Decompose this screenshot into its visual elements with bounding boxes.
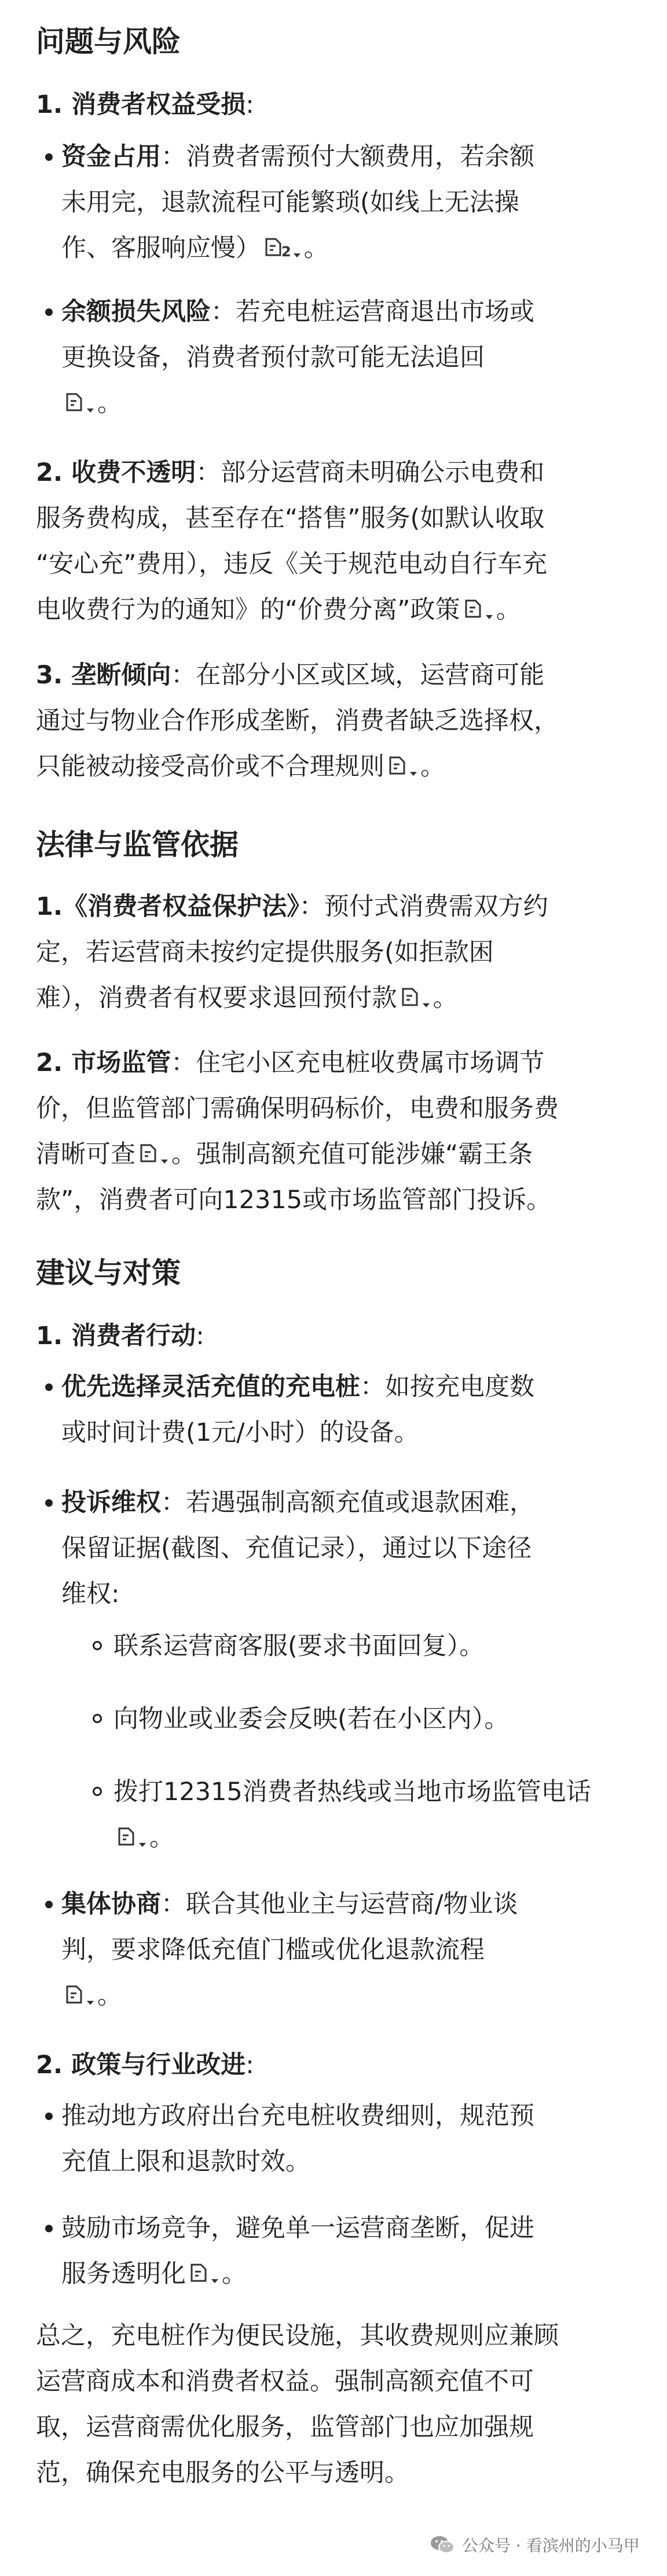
risk-bullet-balance-loss: 余额损失风险：若充电桩运营商退出市场或 更换设备，消费者预付款可能无法追回 。 xyxy=(61,289,617,426)
law-point-1-head: 1.《消费者权益保护法》 xyxy=(36,892,299,921)
law-point-2: 2. 市场监管：住宅小区充电桩收费属市场调节 价，但监管部门需确保明码标价，电费和服务费 清晰可查 。强制高额充值可能涉嫌“霸王条 款”，消费者可向12315或市场监管部门投诉。 xyxy=(36,1048,559,1215)
citation-icon[interactable] xyxy=(387,754,418,777)
section-title-law: 法律与监管依据 xyxy=(36,828,239,862)
citation-icon[interactable] xyxy=(463,597,494,620)
risk-bullet-fund-occupation: 资金占用：消费者需预付大额费用，若余额 未用完，退款流程可能繁琐(如线上无法操 作、客服响应慢） 2 。 xyxy=(61,134,617,271)
advice-point-2: 2. 政策与行业改进: xyxy=(36,2051,254,2080)
bullet-label: 集体协商 xyxy=(61,1890,161,1919)
citation-icon[interactable] xyxy=(64,391,95,414)
section-title-risks: 问题与风险 xyxy=(36,25,181,58)
watermark-text: 公众号 · 看滨州的小马甲 xyxy=(462,2536,640,2555)
risk-point-2-head: 2. 收费不透明 xyxy=(36,458,196,487)
wechat-icon xyxy=(430,2534,455,2555)
bullet-label: 投诉维权 xyxy=(61,1488,161,1517)
citation-icon[interactable] xyxy=(116,1825,147,1848)
citation-icon[interactable] xyxy=(400,985,431,1009)
advice-point-2-head: 2. 政策与行业改进 xyxy=(36,2051,246,2080)
law-point-2-head: 2. 市场监管 xyxy=(36,1048,171,1077)
advice-point-1-head: 1. 消费者行动 xyxy=(36,1322,196,1350)
risk-point-1: 1. 消费者权益受损: xyxy=(36,90,254,119)
sub-item-hotline: 拨打12315消费者热线或当地市场监管电话 。 xyxy=(113,1769,635,1861)
sub-item-property-report: 向物业或业委会反映(若在小区内）。 xyxy=(113,1697,635,1742)
citation-count: 2 xyxy=(281,244,291,260)
citation-icon[interactable] xyxy=(263,235,302,259)
risk-point-3-head: 3. 垄断倾向 xyxy=(36,661,171,690)
section-title-advice: 建议与对策 xyxy=(36,1256,181,1290)
citation-icon[interactable] xyxy=(64,1983,95,2006)
sub-item-contact-service: 联系运营商客服(要求书面回复）。 xyxy=(113,1624,635,1669)
bullet-label: 资金占用 xyxy=(61,142,161,171)
bullet-label: 余额损失风险 xyxy=(61,297,211,326)
advice-bullet-collective: 集体协商：联合其他业主与运营商/物业谈 判，要求降低充值门槛或优化退款流程 。 xyxy=(61,1882,617,2019)
law-point-1: 1.《消费者权益保护法》：预付式消费需双方约 定，若运营商未按约定提供服务(如拒款困 难），消费者有权要求退回预付款 。 xyxy=(36,892,548,1013)
summary-paragraph: 总之，充电桩作为便民设施，其收费规则应兼顾 运营商成本和消费者权益。强制高额充值不可 取，运营商需优化服务，监管部门也应加强规 范，确保充电服务的公平与透明。 xyxy=(36,2321,559,2487)
bullet-label: 优先选择灵活充值的充电桩 xyxy=(61,1372,360,1401)
watermark xyxy=(430,2529,640,2561)
advice-bullet-local-rules: 推动地方政府出台充电桩收费细则，规范预 充值上限和退款时效。 xyxy=(61,2093,617,2185)
risk-point-2: 2. 收费不透明：部分运营商未明确公示电费和 服务费构成，甚至存在“搭售”服务(如默认收取 “安心充”费用），违反《关于规范电动自行车充 电收费行为的通知》的“价费分离”政策 。 xyxy=(36,458,548,624)
citation-icon[interactable] xyxy=(188,2261,219,2284)
risk-point-1-head: 1. 消费者权益受损 xyxy=(36,90,246,119)
advice-point-1: 1. 消费者行动: xyxy=(36,1322,204,1350)
advice-bullet-flexible-charger: 优先选择灵活充值的充电桩：如按充电度数 或时间计费(1元/小时）的设备。 xyxy=(61,1364,617,1456)
risk-point-3: 3. 垄断倾向：在部分小区或区域，运营商可能 通过与物业合作形成垄断，消费者缺乏选择权， 只能被动接受高价或不合理规则 。 xyxy=(36,661,559,781)
citation-icon[interactable] xyxy=(138,1142,169,1165)
advice-bullet-complaint: 投诉维权：若遇强制高额充值或退款困难， 保留证据(截图、充值记录），通过以下途径 维权: xyxy=(61,1480,617,1617)
advice-bullet-competition: 鼓励市场竞争，避免单一运营商垄断，促进 服务透明化 。 xyxy=(61,2206,617,2297)
